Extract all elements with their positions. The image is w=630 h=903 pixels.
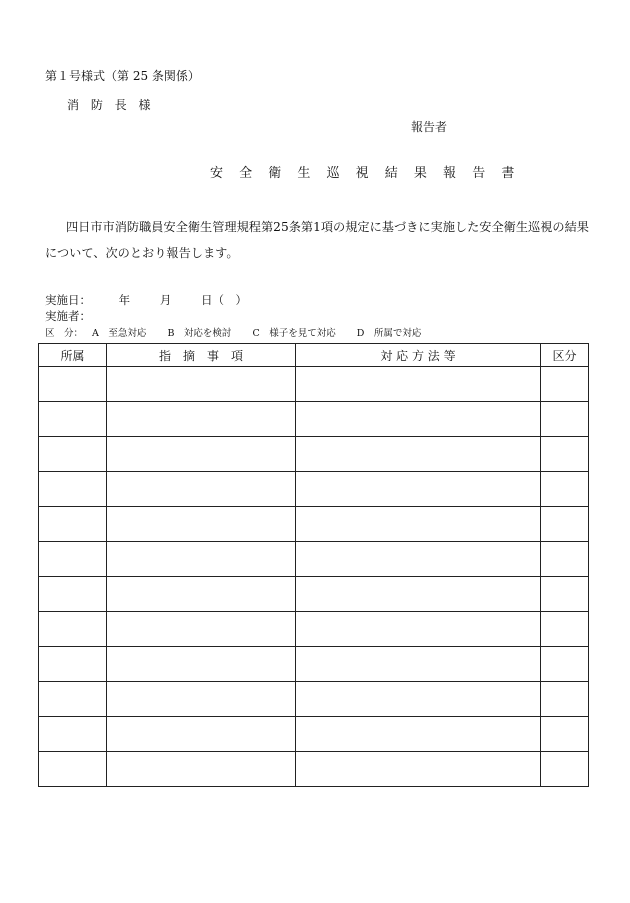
table-row <box>39 437 589 472</box>
category-cell[interactable] <box>541 752 589 787</box>
findings-cell[interactable] <box>107 577 296 612</box>
findings-cell[interactable] <box>107 682 296 717</box>
legend-item-d: D 所属で対応 <box>356 328 422 339</box>
executor-label: 実施者： <box>45 309 91 323</box>
header-findings: 指 摘 事 項 <box>107 344 296 367</box>
category-cell[interactable] <box>541 472 589 507</box>
category-cell[interactable] <box>541 577 589 612</box>
findings-cell[interactable] <box>107 612 296 647</box>
findings-cell[interactable] <box>107 402 296 437</box>
table-row <box>39 472 589 507</box>
legend-item-a: A 至急対応 <box>92 328 147 339</box>
category-cell[interactable] <box>541 717 589 752</box>
countermeasures-cell[interactable] <box>296 647 541 682</box>
findings-cell[interactable] <box>107 472 296 507</box>
table-row <box>39 612 589 647</box>
department-cell[interactable] <box>39 367 107 402</box>
table-row <box>39 402 589 437</box>
category-cell[interactable] <box>541 507 589 542</box>
header-category: 区分 <box>541 344 589 367</box>
department-cell[interactable] <box>39 402 107 437</box>
department-cell[interactable] <box>39 752 107 787</box>
addressee: 消 防 長 様 <box>67 98 155 112</box>
findings-cell[interactable] <box>107 647 296 682</box>
month-label: 月 <box>159 293 172 307</box>
date-line <box>45 292 247 308</box>
table-row <box>39 752 589 787</box>
year-label: 年 <box>118 293 131 307</box>
countermeasures-cell[interactable] <box>296 402 541 437</box>
table-row <box>39 647 589 682</box>
table-header-row <box>39 344 589 367</box>
legend-item-c: C 様子を見て対応 <box>252 328 336 339</box>
table-row <box>39 577 589 612</box>
table-row <box>39 717 589 752</box>
findings-cell[interactable] <box>107 367 296 402</box>
department-cell[interactable] <box>39 437 107 472</box>
findings-cell[interactable] <box>107 437 296 472</box>
report-intro-text: 四日市市消防職員安全衛生管理規程第25条第1項の規定に基づきに実施した安全衛生巡視の結果について、次のとおり報告します。 <box>45 220 589 260</box>
form-number: 第１号様式（第 25 条関係） <box>45 69 200 83</box>
findings-cell[interactable] <box>107 717 296 752</box>
table-row <box>39 682 589 717</box>
legend-item-b: B 対応を検討 <box>167 328 232 339</box>
category-cell[interactable] <box>541 367 589 402</box>
countermeasures-cell[interactable] <box>296 717 541 752</box>
header-department: 所属 <box>39 344 107 367</box>
department-cell[interactable] <box>39 647 107 682</box>
findings-cell[interactable] <box>107 507 296 542</box>
countermeasures-cell[interactable] <box>296 612 541 647</box>
department-cell[interactable] <box>39 507 107 542</box>
department-cell[interactable] <box>39 717 107 752</box>
category-legend <box>45 325 439 339</box>
countermeasures-cell[interactable] <box>296 472 541 507</box>
department-cell[interactable] <box>39 472 107 507</box>
table-row <box>39 507 589 542</box>
header-countermeasures: 対 応 方 法 等 <box>296 344 541 367</box>
table-row <box>39 542 589 577</box>
department-cell[interactable] <box>39 577 107 612</box>
category-cell[interactable] <box>541 542 589 577</box>
document-title: 安 全 衛 生 巡 視 結 果 報 告 書 <box>210 166 521 181</box>
department-cell[interactable] <box>39 682 107 717</box>
reporter-label: 報告者 <box>411 120 448 134</box>
countermeasures-cell[interactable] <box>296 507 541 542</box>
category-cell[interactable] <box>541 647 589 682</box>
countermeasures-cell[interactable] <box>296 752 541 787</box>
day-label: 日（ ） <box>200 293 247 307</box>
table-row <box>39 367 589 402</box>
inspection-results-table <box>38 343 589 787</box>
countermeasures-cell[interactable] <box>296 577 541 612</box>
category-cell[interactable] <box>541 612 589 647</box>
findings-cell[interactable] <box>107 542 296 577</box>
department-cell[interactable] <box>39 612 107 647</box>
department-cell[interactable] <box>39 542 107 577</box>
legend-label: 区 分： <box>45 328 84 339</box>
countermeasures-cell[interactable] <box>296 542 541 577</box>
countermeasures-cell[interactable] <box>296 367 541 402</box>
category-cell[interactable] <box>541 402 589 437</box>
countermeasures-cell[interactable] <box>296 437 541 472</box>
findings-cell[interactable] <box>107 752 296 787</box>
category-cell[interactable] <box>541 682 589 717</box>
date-label: 実施日： <box>45 293 91 307</box>
countermeasures-cell[interactable] <box>296 682 541 717</box>
category-cell[interactable] <box>541 437 589 472</box>
